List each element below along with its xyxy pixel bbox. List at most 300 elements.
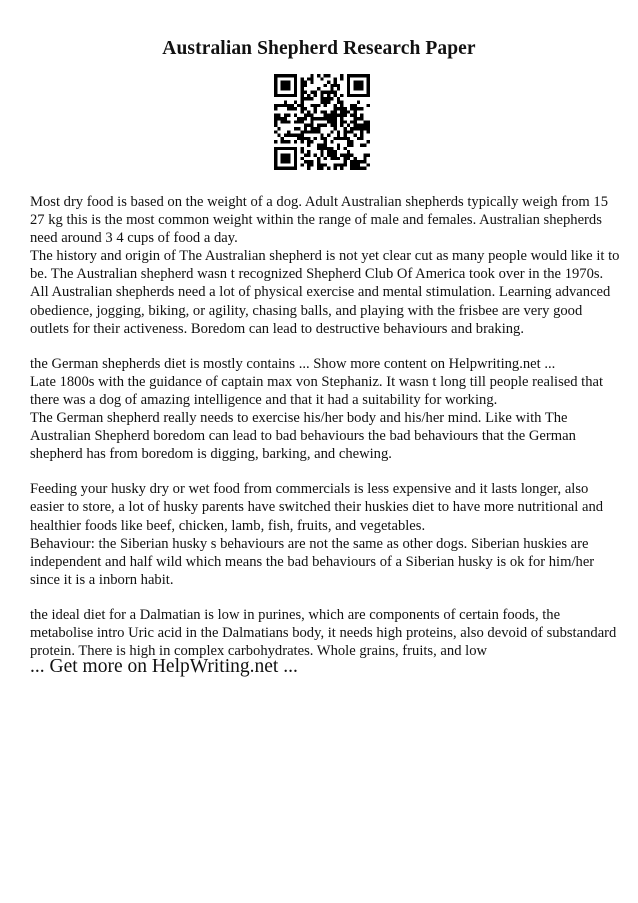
qr-module (344, 120, 347, 123)
qr-module (281, 137, 284, 140)
qr-module (307, 140, 310, 143)
qr-module (284, 134, 287, 137)
qr-module (350, 167, 353, 170)
qr-module (357, 74, 360, 77)
qr-module (347, 87, 350, 90)
qr-module (284, 117, 287, 120)
qr-module (334, 117, 337, 120)
qr-module (347, 140, 350, 143)
qr-module (330, 153, 333, 156)
qr-module (360, 144, 363, 147)
qr-module (334, 137, 337, 140)
qr-module (340, 110, 343, 113)
qr-module (277, 147, 280, 150)
qr-module (367, 140, 370, 143)
qr-module (310, 81, 313, 84)
qr-module (347, 84, 350, 87)
qr-module (363, 167, 366, 170)
qr-module (284, 114, 287, 117)
qr-module (357, 160, 360, 163)
qr-module (277, 134, 280, 137)
qr-module (357, 84, 360, 87)
qr-module (327, 117, 330, 120)
qr-module (294, 77, 297, 80)
qr-module (274, 94, 277, 97)
qr-module (360, 127, 363, 130)
qr-module (330, 110, 333, 113)
qr-module (317, 74, 320, 77)
qr-module (347, 91, 350, 94)
qr-module (307, 97, 310, 100)
qr-module (274, 114, 277, 117)
qr-module (327, 120, 330, 123)
qr-module (353, 160, 356, 163)
qr-module (300, 117, 303, 120)
qr-module (334, 153, 337, 156)
qr-module (353, 87, 356, 90)
qr-module (363, 94, 366, 97)
qr-module (281, 157, 284, 160)
qr-module (304, 97, 307, 100)
qr-module (324, 114, 327, 117)
qr-module (284, 94, 287, 97)
qr-module (327, 147, 330, 150)
qr-module (363, 120, 366, 123)
qr-module (334, 91, 337, 94)
qr-module (287, 134, 290, 137)
qr-module (304, 107, 307, 110)
qr-module (353, 163, 356, 166)
qr-module (277, 104, 280, 107)
qr-module (337, 147, 340, 150)
qr-module (353, 167, 356, 170)
qr-module (291, 134, 294, 137)
qr-module (353, 114, 356, 117)
qr-module (294, 127, 297, 130)
qr-module (350, 130, 353, 133)
qr-module (360, 160, 363, 163)
qr-module (287, 120, 290, 123)
qr-module (330, 130, 333, 133)
qr-module (327, 97, 330, 100)
qr-module (357, 81, 360, 84)
qr-module (340, 117, 343, 120)
paragraph: The German shepherd really needs to exercise his/her body and his/her mind. Like with The Australian Shepherd boredom can lead to bad behaviours the bad behaviours that the German shepherd has from boredom is digging, barking, and chewing. (30, 410, 576, 463)
qr-module (310, 160, 313, 163)
qr-module (344, 127, 347, 130)
qr-module (294, 84, 297, 87)
qr-module (344, 137, 347, 140)
qr-module (281, 94, 284, 97)
qr-module (334, 163, 337, 166)
qr-module (350, 160, 353, 163)
qr-module (324, 110, 327, 113)
qr-module (334, 94, 337, 97)
qr-module (281, 120, 284, 123)
qr-module (353, 124, 356, 127)
qr-module (340, 153, 343, 156)
qr-module (344, 163, 347, 166)
qr-module (294, 81, 297, 84)
qr-module (347, 74, 350, 77)
paragraph: Feeding your husky dry or wet food from commercials is less expensive and it lasts longer, also easier to store, a lot of husky parents have switched their huskies diet to have more nutritional and healthier foods like beef, chicken, lamb, fish, fruits, and vegetables. (30, 481, 604, 534)
qr-module (330, 114, 333, 117)
qr-module (360, 167, 363, 170)
qr-module (360, 84, 363, 87)
qr-module (360, 87, 363, 90)
qr-module (353, 117, 356, 120)
qr-module (310, 120, 313, 123)
qr-module (327, 100, 330, 103)
paragraph-block-1 (30, 193, 620, 338)
qr-module (357, 124, 360, 127)
qr-module (307, 160, 310, 163)
qr-module (360, 114, 363, 117)
qr-module (284, 160, 287, 163)
qr-module (353, 104, 356, 107)
qr-module (363, 124, 366, 127)
qr-module (350, 163, 353, 166)
qr-module (320, 94, 323, 97)
qr-module (317, 127, 320, 130)
qr-module (340, 77, 343, 80)
qr-module (284, 100, 287, 103)
qr-module (294, 160, 297, 163)
qr-module (330, 97, 333, 100)
qr-module (344, 134, 347, 137)
qr-module (347, 137, 350, 140)
qr-module (294, 74, 297, 77)
qr-module (300, 94, 303, 97)
qr-module (294, 94, 297, 97)
paragraph: The history and origin of The Australian shepherd is not yet clear cut as many people would like it to be. The Australian shepherd wasn t recognized Shepherd Club Of America took over in the 1970s. All Australian shepherds need a lot of physical exercise and mental stimulation. Learning advanced obedience, jogging, biking, or agility, chasing balls, and playing with the frisbee are very good outlets for their activeness. Boredom can lead to destructive behaviours and braking. (30, 248, 620, 337)
qr-module (297, 120, 300, 123)
qr-module (274, 140, 277, 143)
qr-module (367, 74, 370, 77)
qr-module (337, 137, 340, 140)
qr-module (314, 104, 317, 107)
qr-module (353, 120, 356, 123)
qr-module (291, 74, 294, 77)
qr-module (297, 117, 300, 120)
qr-module (330, 91, 333, 94)
qr-module (357, 100, 360, 103)
qr-module (324, 124, 327, 127)
qr-module (337, 134, 340, 137)
qr-module (324, 104, 327, 107)
qr-module (334, 107, 337, 110)
qr-module (353, 94, 356, 97)
qr-module (360, 134, 363, 137)
qr-module (334, 150, 337, 153)
qr-module (363, 127, 366, 130)
qr-module (334, 120, 337, 123)
qr-module (360, 124, 363, 127)
qr-module (340, 74, 343, 77)
qr-module (294, 100, 297, 103)
qr-module (281, 74, 284, 77)
qr-module (320, 124, 323, 127)
qr-module (304, 153, 307, 156)
qr-module (324, 74, 327, 77)
qr-module (281, 81, 284, 84)
qr-module (347, 94, 350, 97)
qr-module (310, 77, 313, 80)
qr-module (337, 97, 340, 100)
qr-module (324, 97, 327, 100)
qr-module (317, 104, 320, 107)
qr-module (357, 107, 360, 110)
qr-module (334, 127, 337, 130)
qr-module (330, 120, 333, 123)
qr-module (330, 140, 333, 143)
qr-module (277, 167, 280, 170)
qr-module (347, 150, 350, 153)
qr-module (327, 134, 330, 137)
qr-module (310, 91, 313, 94)
qr-module (307, 153, 310, 156)
qr-module (367, 130, 370, 133)
paragraph: the German shepherds diet is mostly contains ... Show more content on Helpwriting.net ... (30, 355, 556, 372)
qr-module (350, 107, 353, 110)
qr-module (294, 150, 297, 153)
qr-module (327, 94, 330, 97)
qr-module (350, 114, 353, 117)
qr-module (337, 87, 340, 90)
qr-module (294, 91, 297, 94)
qr-module (287, 130, 290, 133)
qr-module (357, 137, 360, 140)
qr-module (300, 130, 303, 133)
qr-module (357, 127, 360, 130)
qr-module (300, 87, 303, 90)
paragraph-block-2 (30, 355, 620, 464)
qr-module (300, 97, 303, 100)
qr-module (314, 130, 317, 133)
get-more-link[interactable]: ... Get more on HelpWriting.net ... (30, 656, 298, 677)
paragraph: the ideal diet for a Dalmatian is low in purines, which are components of certain foods, the metabolise intro Uric acid in the Dalmatians body, it needs high proteins, also devoid of substandard protein. There is high in complex carbohydrates. Whole grains, fruits, and low (30, 606, 617, 660)
qr-module (284, 157, 287, 160)
qr-module (337, 157, 340, 160)
qr-module (330, 147, 333, 150)
qr-module (291, 94, 294, 97)
qr-module (344, 160, 347, 163)
qr-module (307, 144, 310, 147)
qr-module (310, 140, 313, 143)
qr-module (284, 140, 287, 143)
qr-module (304, 124, 307, 127)
qr-module (344, 157, 347, 160)
qr-module (304, 84, 307, 87)
qr-module (334, 124, 337, 127)
qr-module (281, 84, 284, 87)
qr-module (324, 140, 327, 143)
qr-module (291, 167, 294, 170)
qr-module (344, 107, 347, 110)
qr-module (324, 157, 327, 160)
qr-module (350, 104, 353, 107)
qr-module (307, 110, 310, 113)
qr-module (327, 167, 330, 170)
qr-module (367, 77, 370, 80)
qr-module (367, 163, 370, 166)
qr-module (367, 94, 370, 97)
paragraph-block-4 (30, 606, 620, 660)
qr-module (344, 147, 347, 150)
qr-module (320, 77, 323, 80)
qr-module (274, 147, 277, 150)
qr-module (314, 91, 317, 94)
qr-module (274, 104, 277, 107)
qr-module (274, 150, 277, 153)
qr-module (334, 167, 337, 170)
qr-module (340, 94, 343, 97)
qr-module (294, 167, 297, 170)
qr-module (310, 127, 313, 130)
qr-module (300, 110, 303, 113)
qr-module (320, 100, 323, 103)
qr-module (300, 120, 303, 123)
qr-module (300, 81, 303, 84)
qr-module (314, 110, 317, 113)
qr-module (347, 124, 350, 127)
qr-module (274, 74, 277, 77)
qr-module (310, 104, 313, 107)
qr-module (300, 107, 303, 110)
qr-module (274, 120, 277, 123)
qr-module (274, 153, 277, 156)
qr-module (320, 150, 323, 153)
qr-module (294, 140, 297, 143)
paragraph: Most dry food is based on the weight of a dog. Adult Australian shepherds typically weigh from 15 27 kg this is the most common weight within the range of male and females. Australian shepherds need around 3 4 cups of food a day. (30, 194, 608, 247)
qr-module (274, 130, 277, 133)
qr-code-icon[interactable] (274, 74, 370, 170)
qr-module (353, 107, 356, 110)
qr-module (304, 114, 307, 117)
qr-module (367, 91, 370, 94)
qr-module (277, 127, 280, 130)
qr-module (337, 130, 340, 133)
qr-module (320, 144, 323, 147)
qr-module (317, 147, 320, 150)
qr-module (281, 140, 284, 143)
qr-module (357, 167, 360, 170)
qr-module (317, 124, 320, 127)
qr-module (281, 87, 284, 90)
qr-module (284, 120, 287, 123)
qr-module (320, 167, 323, 170)
qr-module (324, 100, 327, 103)
qr-module (353, 110, 356, 113)
qr-module (284, 167, 287, 170)
qr-module (277, 117, 280, 120)
qr-module (304, 117, 307, 120)
qr-module (327, 81, 330, 84)
qr-module (310, 117, 313, 120)
qr-module (307, 124, 310, 127)
qr-module (284, 81, 287, 84)
qr-module (317, 160, 320, 163)
qr-module (310, 163, 313, 166)
qr-module (300, 150, 303, 153)
qr-module (330, 87, 333, 90)
qr-module (287, 87, 290, 90)
qr-module (334, 81, 337, 84)
qr-module (324, 91, 327, 94)
qr-module (284, 147, 287, 150)
qr-module (320, 137, 323, 140)
qr-module (287, 147, 290, 150)
paragraph: Behaviour: the Siberian husky s behaviours are not the same as other dogs. Siberian huskies are independent and half wild which means the bad behaviours of a Siberian husky is ok for him/her since it is a inborn habit. (30, 535, 595, 588)
qr-module (307, 163, 310, 166)
qr-module (294, 107, 297, 110)
qr-module (317, 157, 320, 160)
qr-module (287, 94, 290, 97)
qr-module (284, 74, 287, 77)
qr-module (287, 160, 290, 163)
qr-module (337, 163, 340, 166)
qr-module (281, 117, 284, 120)
qr-module (347, 153, 350, 156)
qr-module (324, 147, 327, 150)
qr-module (300, 140, 303, 143)
qr-module (287, 157, 290, 160)
qr-module (360, 94, 363, 97)
qr-module (363, 160, 366, 163)
qr-module (291, 107, 294, 110)
qr-module (324, 163, 327, 166)
qr-module (294, 87, 297, 90)
qr-module (334, 77, 337, 80)
qr-module (304, 160, 307, 163)
qr-module (353, 74, 356, 77)
qr-module (340, 114, 343, 117)
qr-module (360, 137, 363, 140)
qr-module (307, 94, 310, 97)
qr-module (287, 104, 290, 107)
qr-module (360, 81, 363, 84)
qr-module (300, 134, 303, 137)
qr-module (337, 107, 340, 110)
qr-module (310, 114, 313, 117)
qr-module (287, 140, 290, 143)
qr-module (340, 124, 343, 127)
qr-module (291, 104, 294, 107)
qr-module (344, 110, 347, 113)
qr-module (324, 117, 327, 120)
qr-module (360, 74, 363, 77)
qr-module (274, 160, 277, 163)
qr-module (320, 147, 323, 150)
qr-module (287, 114, 290, 117)
qr-module (307, 167, 310, 170)
qr-module (307, 77, 310, 80)
qr-module (294, 157, 297, 160)
qr-module (350, 127, 353, 130)
qr-module (367, 84, 370, 87)
qr-module (334, 114, 337, 117)
qr-module (297, 104, 300, 107)
qr-module (330, 157, 333, 160)
qr-module (350, 153, 353, 156)
qr-module (320, 153, 323, 156)
qr-module (320, 110, 323, 113)
qr-module (353, 134, 356, 137)
qr-module (344, 114, 347, 117)
qr-module (363, 157, 366, 160)
qr-module (327, 153, 330, 156)
qr-module (294, 120, 297, 123)
